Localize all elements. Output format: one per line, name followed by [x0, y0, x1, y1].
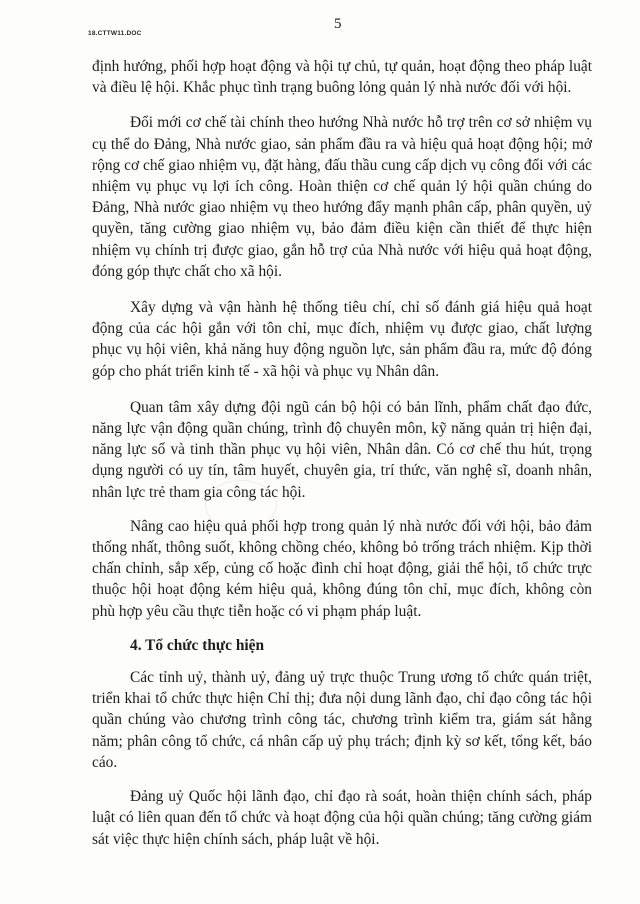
paragraph-national-assembly: Đảng uỷ Quốc hội lãnh đạo, chỉ đạo rà soát, hoàn thiện chính sách, pháp luật có liên quan đến tổ chức và hoạt động của hội quần chúng; tăng cường giám sát việc thực hiện chính sách, pháp luật về hội. — [92, 788, 592, 848]
paragraph-evaluation-criteria: Xây dựng và vận hành hệ thống tiêu chí, chỉ số đánh giá hiệu quả hoạt động của các hội gắn với tôn chỉ, mục đích, nhiệm vụ được giao, chất lượng phục vụ hội viên, khả năng huy động nguồn lực, sản phẩm đầu ra, mức độ đóng góp cho phát triển kinh tế - xã hội và phục vụ Nhân dân. — [92, 299, 592, 380]
document-code: 18.CTTW11.DOC — [88, 30, 142, 37]
page-number: 5 — [334, 16, 342, 32]
paragraph-financial-mechanism: Đổi mới cơ chế tài chính theo hướng Nhà nước hỗ trợ trên cơ sở nhiệm vụ cụ thể do Đảng, Nhà nước giao, sản phẩm đầu ra và hiệu quả hoạt động hội; mở rộng cơ chế giao nhiệm vụ, đặt hàng, đấu thầu cung cấp dịch vụ công đối với các nhiệm vụ phục vụ lợi ích công. Hoàn thiện cơ chế quản lý hội quần chúng do Đảng, Nhà nước giao nhiệm vụ theo hướng đẩy mạnh phân cấp, phân quyền, uỷ quyền, tăng cường giao nhiệm vụ, bảo đảm điều kiện cần thiết để thực hiện nhiệm vụ chính trị được giao, gắn hỗ trợ của Nhà nước với hiệu quả hoạt động, đóng góp thực chất cho xã hội. — [92, 114, 592, 280]
paragraph-coordination: Nâng cao hiệu quả phối hợp trong quản lý nhà nước đối với hội, bảo đảm thống nhất, thông suốt, không chồng chéo, không bỏ trống trách nhiệm. Kịp thời chấn chỉnh, sắp xếp, củng cố hoặc đình chỉ hoạt động, giải thể hội, tổ chức trực thuộc hội hoạt động kém hiệu quả, không đúng tôn chỉ, mục đích, không còn phù hợp yêu cầu thực tiễn hoặc có vi phạm pháp luật. — [92, 517, 592, 620]
paragraph-staff-development: Quan tâm xây dựng đội ngũ cán bộ hội có bản lĩnh, phẩm chất đạo đức, năng lực vận động quần chúng, trình độ chuyên môn, kỹ năng quản trị hiện đại, năng lực số và tinh thần phục vụ hội viên, Nhân dân. Có cơ chế thu hút, trọng dụng người có uy tín, tâm huyết, chuyên gia, trí thức, văn nghệ sĩ, doanh nhân, nhân lực trẻ tham gia công tác hội. — [92, 398, 592, 501]
paragraph-implementation-provinces: Các tỉnh uỷ, thành uỷ, đảng uỷ trực thuộc Trung ương tổ chức quán triệt, triển khai tổ chức thực hiện Chỉ thị; đưa nội dung lãnh đạo, chỉ đạo công tác hội quần chúng vào chương trình công tác, chương trình kiểm tra, giám sát hằng năm; phân công tổ chức, cá nhân cấp uỷ phụ trách; định kỳ sơ kết, tổng kết, báo cáo. — [92, 669, 592, 771]
section-heading: 4. Tổ chức thực hiện — [130, 636, 265, 654]
paragraph-continuation: định hướng, phối hợp hoạt động và hội tự chủ, tự quản, hoạt động theo pháp luật và điều lệ hội. Khắc phục tình trạng buông lỏng quản lý nhà nước đối với hội. — [92, 58, 592, 97]
document-body — [92, 56, 592, 850]
